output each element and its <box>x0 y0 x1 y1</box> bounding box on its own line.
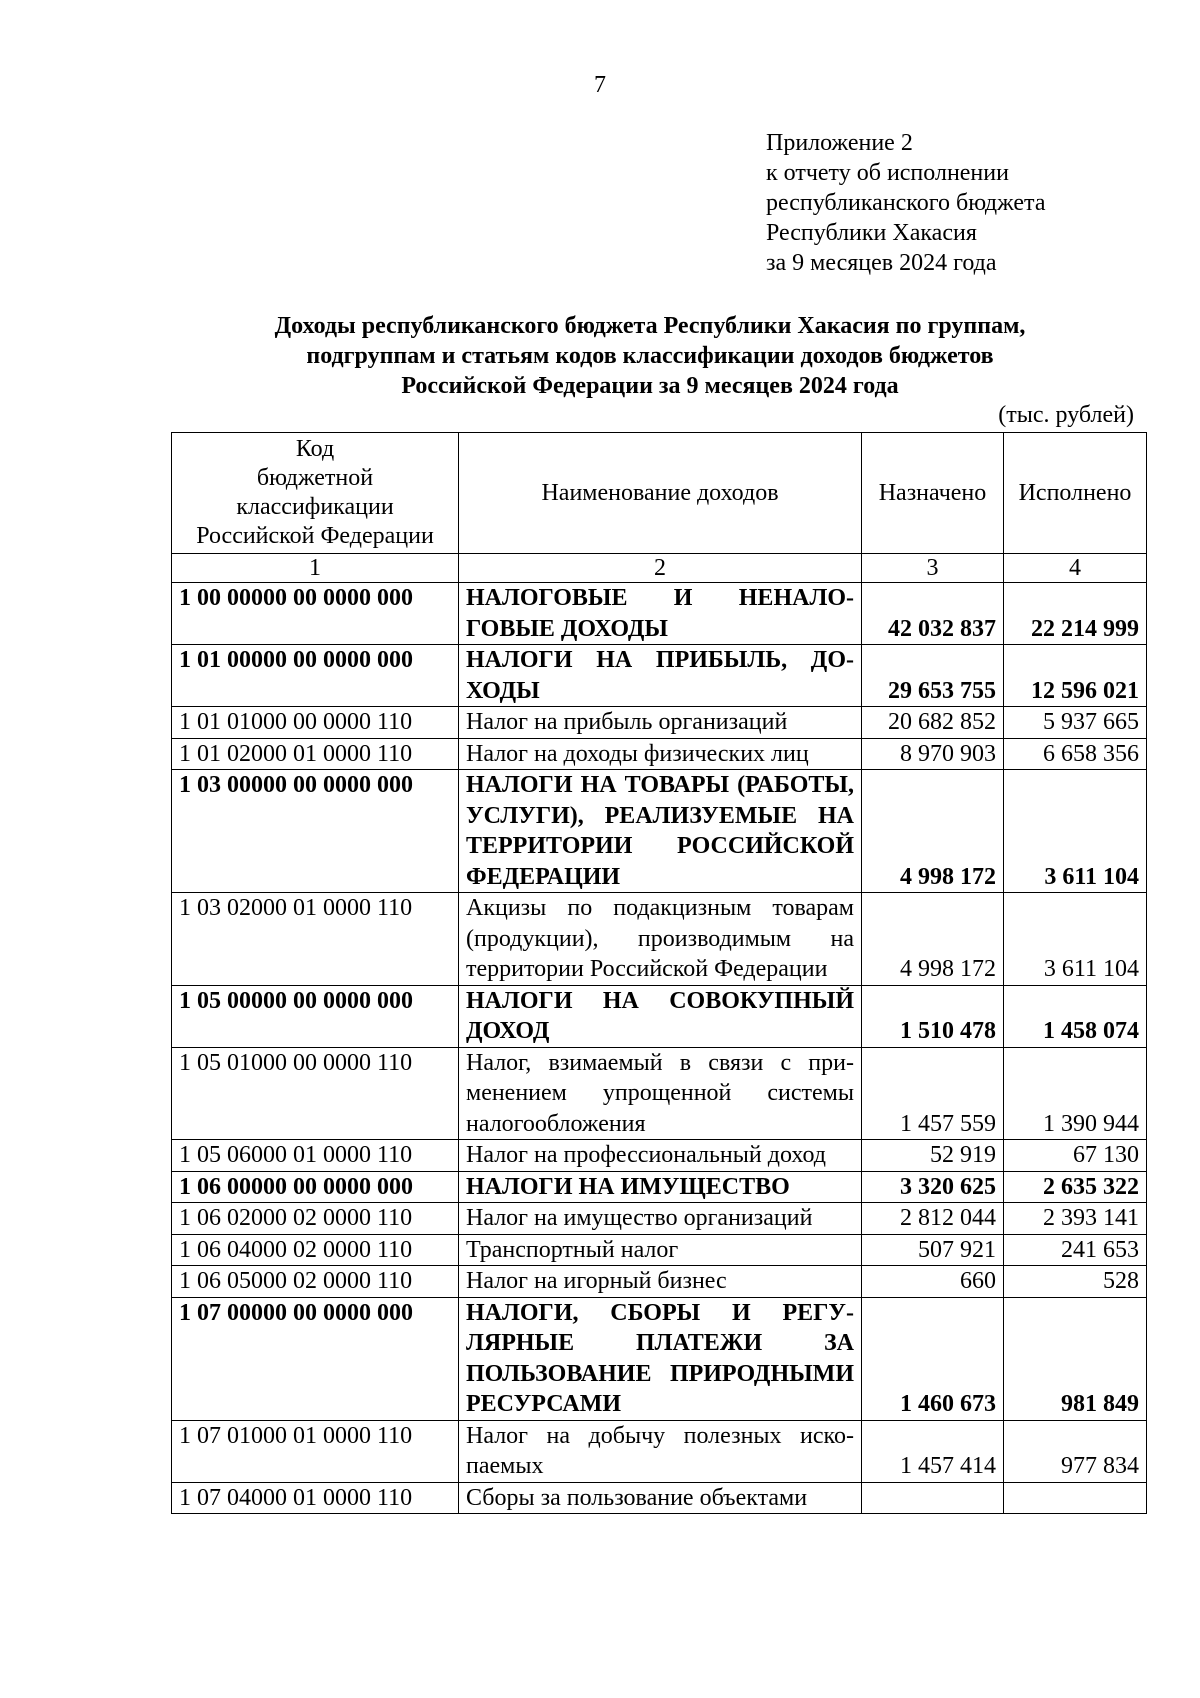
row-executed: 6 658 356 <box>1004 738 1147 770</box>
table-row <box>172 1203 1147 1235</box>
annex-block <box>766 128 1045 278</box>
table-row <box>172 583 1147 645</box>
row-executed: 528 <box>1004 1266 1147 1298</box>
row-executed: 3 611 104 <box>1004 770 1147 893</box>
table-row <box>172 1171 1147 1203</box>
row-planned: 42 032 837 <box>862 583 1004 645</box>
row-planned: 1 457 414 <box>862 1420 1004 1482</box>
column-number: 4 <box>1004 554 1147 583</box>
row-code: 1 05 06000 01 0000 110 <box>172 1140 459 1172</box>
row-code: 1 03 00000 00 0000 000 <box>172 770 459 893</box>
row-code: 1 06 02000 02 0000 110 <box>172 1203 459 1235</box>
row-code: 1 07 01000 01 0000 110 <box>172 1420 459 1482</box>
title-line: Доходы республиканского бюджета Республики Хакасия по группам, <box>274 313 1026 339</box>
table-row <box>172 1047 1147 1140</box>
header-code-line: классификации <box>236 494 394 520</box>
row-name: Налог на профессиональный доход <box>459 1140 862 1172</box>
row-executed <box>1004 1482 1147 1514</box>
table-row <box>172 985 1147 1047</box>
table-row <box>172 707 1147 739</box>
units-label: (тыс. рублей) <box>998 402 1134 428</box>
row-name: НАЛОГИ НА СОВОКУПНЫЙ ДОХОД <box>459 985 862 1047</box>
row-planned: 1 460 673 <box>862 1297 1004 1420</box>
table-row <box>172 1266 1147 1298</box>
row-code: 1 03 02000 01 0000 110 <box>172 893 459 986</box>
header-code-line: Код <box>295 436 335 462</box>
table-row <box>172 1420 1147 1482</box>
column-number: 1 <box>172 554 459 583</box>
row-planned: 1 457 559 <box>862 1047 1004 1140</box>
row-executed: 67 130 <box>1004 1140 1147 1172</box>
row-planned: 507 921 <box>862 1234 1004 1266</box>
table-row <box>172 770 1147 893</box>
row-planned: 2 812 044 <box>862 1203 1004 1235</box>
row-code: 1 05 01000 00 0000 110 <box>172 1047 459 1140</box>
income-table <box>171 432 1147 1514</box>
header-planned: Назначено <box>862 433 1004 554</box>
header-executed: Исполнено <box>1004 433 1147 554</box>
table-body <box>172 433 1147 1514</box>
table-row <box>172 738 1147 770</box>
row-executed: 981 849 <box>1004 1297 1147 1420</box>
row-name: Сборы за пользование объектами <box>459 1482 862 1514</box>
row-name: Налог на игорный бизнес <box>459 1266 862 1298</box>
row-code: 1 07 04000 01 0000 110 <box>172 1482 459 1514</box>
annex-line: республиканского бюджета <box>766 190 1046 216</box>
header-row <box>172 433 1147 554</box>
row-name: Акцизы по подакцизным товарам (продукции), производимым на территории Российской Федерации <box>459 893 862 986</box>
row-executed: 3 611 104 <box>1004 893 1147 986</box>
row-code: 1 07 00000 00 0000 000 <box>172 1297 459 1420</box>
row-executed: 2 393 141 <box>1004 1203 1147 1235</box>
row-planned: 4 998 172 <box>862 770 1004 893</box>
row-planned: 52 919 <box>862 1140 1004 1172</box>
row-executed: 2 635 322 <box>1004 1171 1147 1203</box>
table-row <box>172 1140 1147 1172</box>
row-executed: 1 390 944 <box>1004 1047 1147 1140</box>
document-title <box>150 311 1150 401</box>
annex-line: Приложение 2 <box>766 130 913 156</box>
row-planned: 3 320 625 <box>862 1171 1004 1203</box>
row-planned: 8 970 903 <box>862 738 1004 770</box>
row-code: 1 06 00000 00 0000 000 <box>172 1171 459 1203</box>
row-code: 1 01 01000 00 0000 110 <box>172 707 459 739</box>
annex-line: за 9 месяцев 2024 года <box>766 250 997 276</box>
column-number: 2 <box>459 554 862 583</box>
row-planned: 20 682 852 <box>862 707 1004 739</box>
row-name: Налог на доходы физических лиц <box>459 738 862 770</box>
header-code <box>172 433 459 554</box>
title-line: Российской Федерации за 9 месяцев 2024 года <box>401 373 899 399</box>
row-name: Налог на имущество организаций <box>459 1203 862 1235</box>
row-code: 1 01 00000 00 0000 000 <box>172 645 459 707</box>
row-name: Налог на прибыль организаций <box>459 707 862 739</box>
row-code: 1 01 02000 01 0000 110 <box>172 738 459 770</box>
row-name: НАЛОГИ НА ПРИБЫЛЬ, ДОХОДЫ <box>459 645 862 707</box>
row-executed: 977 834 <box>1004 1420 1147 1482</box>
column-number: 3 <box>862 554 1004 583</box>
row-executed: 5 937 665 <box>1004 707 1147 739</box>
annex-line: Республики Хакасия <box>766 220 977 246</box>
row-planned: 660 <box>862 1266 1004 1298</box>
header-code-line: бюджетной <box>256 465 374 491</box>
row-planned: 29 653 755 <box>862 645 1004 707</box>
row-planned <box>862 1482 1004 1514</box>
header-name: Наименование доходов <box>459 433 862 554</box>
row-code: 1 06 05000 02 0000 110 <box>172 1266 459 1298</box>
row-code: 1 05 00000 00 0000 000 <box>172 985 459 1047</box>
column-number-row <box>172 554 1147 583</box>
annex-line: к отчету об исполнении <box>766 160 1009 186</box>
header-code-line: Российской Федерации <box>196 523 434 549</box>
row-executed: 22 214 999 <box>1004 583 1147 645</box>
row-name: НАЛОГОВЫЕ И НЕНАЛОГОВЫЕ ДОХОДЫ <box>459 583 862 645</box>
row-code: 1 06 04000 02 0000 110 <box>172 1234 459 1266</box>
table-row <box>172 893 1147 986</box>
row-name: НАЛОГИ НА ТОВАРЫ (РАБОТЫ, УСЛУГИ), РЕАЛИЗУЕМЫЕ НА ТЕРРИТОРИИ РОССИЙСКОЙ ФЕДЕРАЦИИ <box>459 770 862 893</box>
row-executed: 241 653 <box>1004 1234 1147 1266</box>
page-number: 7 <box>594 72 606 98</box>
row-planned: 1 510 478 <box>862 985 1004 1047</box>
title-line: подгруппам и статьям кодов классификации доходов бюджетов <box>306 343 994 369</box>
row-name: Транспортный налог <box>459 1234 862 1266</box>
row-name: Налог, взимаемый в связи с применением упрощенной системы налогообложения <box>459 1047 862 1140</box>
table-row <box>172 645 1147 707</box>
row-planned: 4 998 172 <box>862 893 1004 986</box>
table-row <box>172 1234 1147 1266</box>
row-executed: 12 596 021 <box>1004 645 1147 707</box>
row-name: НАЛОГИ НА ИМУЩЕСТВО <box>459 1171 862 1203</box>
table-row <box>172 1482 1147 1514</box>
row-executed: 1 458 074 <box>1004 985 1147 1047</box>
row-name: НАЛОГИ, СБОРЫ И РЕГУЛЯРНЫЕ ПЛАТЕЖИ ЗА ПОЛЬЗОВАНИЕ ПРИРОДНЫМИ РЕСУРСАМИ <box>459 1297 862 1420</box>
row-name: Налог на добычу полезных ископаемых <box>459 1420 862 1482</box>
table-row <box>172 1297 1147 1420</box>
row-code: 1 00 00000 00 0000 000 <box>172 583 459 645</box>
